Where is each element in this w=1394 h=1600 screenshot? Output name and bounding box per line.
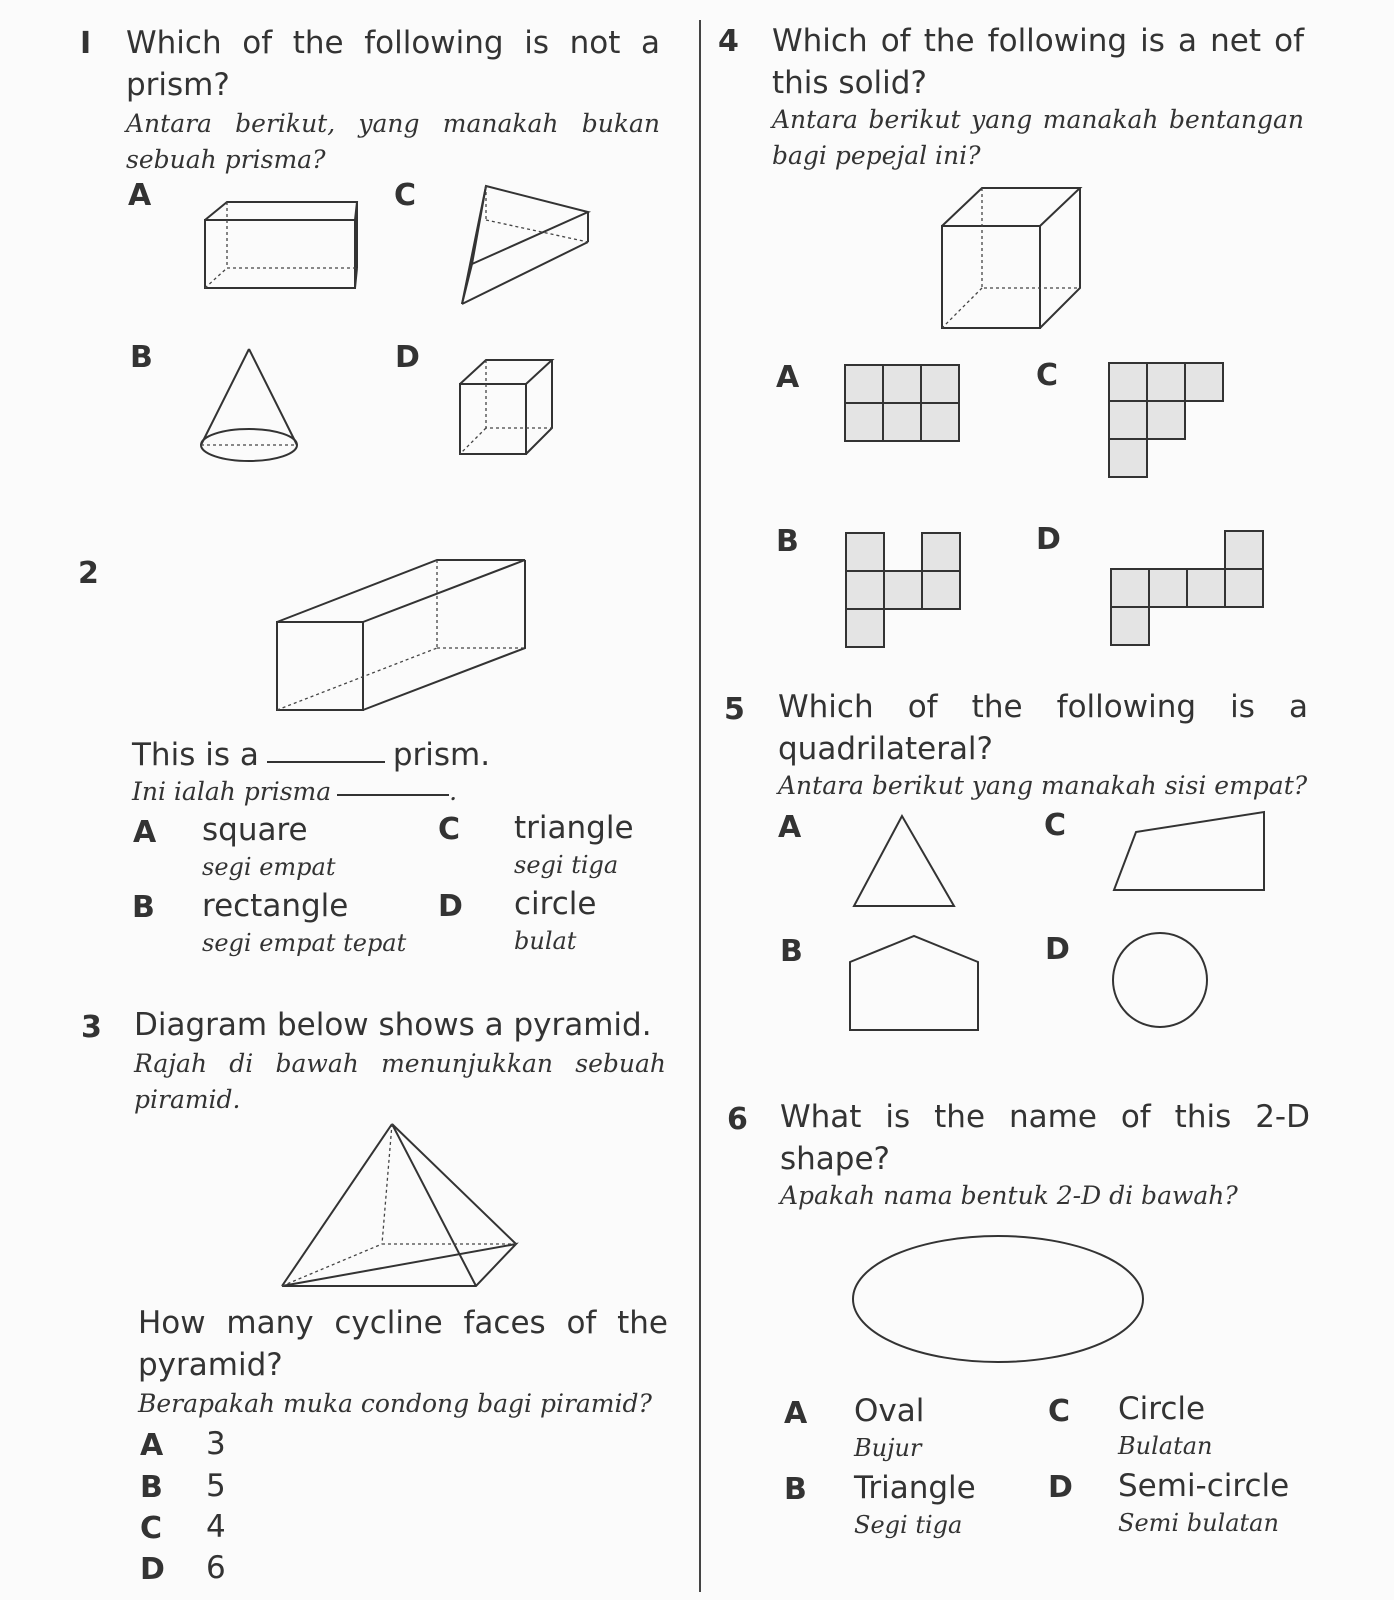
q6-option-b-text[interactable]: Triangle: [854, 1470, 976, 1506]
q2-option-a-text[interactable]: square: [202, 812, 308, 848]
cube-solid-figure: [940, 186, 1090, 336]
q6-option-d-malay: Semi bulatan: [1118, 1509, 1279, 1537]
q3-option-b-label[interactable]: B: [140, 1470, 163, 1505]
q2-option-b-malay: segi empat tepat: [202, 929, 407, 957]
q1-option-b-label[interactable]: B: [130, 340, 153, 375]
net-option-c[interactable]: [1108, 362, 1228, 482]
q3-question: How many cycline faces of the pyramid?: [138, 1305, 668, 1383]
pentagon-icon[interactable]: [848, 934, 982, 1034]
q4-option-b-label[interactable]: B: [776, 524, 799, 559]
q6-option-b-label[interactable]: B: [784, 1472, 807, 1507]
q6-option-c-text[interactable]: Circle: [1118, 1391, 1206, 1427]
net-option-b[interactable]: [845, 532, 965, 657]
q3-option-d-text[interactable]: 6: [206, 1550, 226, 1586]
q5-number: 5: [724, 692, 745, 727]
q3-option-a-label[interactable]: A: [140, 1428, 164, 1463]
q2-option-c-text[interactable]: triangle: [514, 810, 634, 846]
q2-translation: Ini ialah prisma .: [132, 777, 458, 806]
q2-option-d-label[interactable]: D: [438, 889, 463, 924]
q4-option-d-label[interactable]: D: [1036, 522, 1061, 557]
q2-option-b-label[interactable]: B: [132, 890, 155, 925]
long-prism-figure: [275, 558, 535, 718]
q3-intro: Diagram below shows a pyramid.: [134, 1007, 652, 1043]
q1-option-d-label[interactable]: D: [395, 340, 420, 375]
q2-option-a-label[interactable]: A: [133, 815, 157, 850]
triangle-icon[interactable]: [850, 812, 960, 908]
q6-option-b-malay: Segi tiga: [854, 1511, 963, 1539]
q2-option-c-malay: segi tiga: [514, 851, 619, 879]
q1-option-a-label[interactable]: A: [128, 178, 152, 213]
cone-icon[interactable]: [197, 345, 307, 475]
q3-option-b-text[interactable]: 5: [206, 1468, 226, 1504]
q1-question: Which of the following is not a prism?: [126, 25, 660, 103]
q1-number: I: [80, 26, 92, 61]
pyramid-figure: [280, 1122, 520, 1297]
q6-option-d-text[interactable]: Semi-circle: [1118, 1468, 1290, 1504]
q2-stem: This is a prism.: [132, 737, 491, 773]
q6-option-a-label[interactable]: A: [784, 1396, 808, 1431]
q6-translation: Apakah nama bentuk 2-D di bawah?: [780, 1181, 1238, 1210]
q2-number: 2: [78, 556, 99, 591]
q4-option-a-label[interactable]: A: [776, 360, 800, 395]
q6-option-c-malay: Bulatan: [1118, 1432, 1213, 1460]
q6-option-c-label[interactable]: C: [1048, 1394, 1071, 1429]
cube-icon[interactable]: [456, 358, 566, 468]
q5-translation: Antara berikut yang manakah sisi empat?: [778, 771, 1308, 800]
q3-option-c-text[interactable]: 4: [206, 1509, 226, 1545]
q3-intro-translation: Rajah di bawah menunjukkan sebuah piramid.: [134, 1049, 666, 1114]
q6-option-a-malay: Bujur: [854, 1434, 922, 1462]
q6-number: 6: [727, 1102, 748, 1137]
net-option-a[interactable]: [844, 364, 964, 446]
answer-blank-malay: [337, 794, 449, 796]
q2-option-d-malay: bulat: [514, 927, 577, 955]
q2-option-c-label[interactable]: C: [438, 812, 461, 847]
q4-option-c-label[interactable]: C: [1036, 358, 1059, 393]
q5-option-a-label[interactable]: A: [778, 810, 802, 845]
trapezium-icon[interactable]: [1112, 810, 1272, 894]
q6-option-a-text[interactable]: Oval: [854, 1393, 925, 1429]
oval-figure: [852, 1234, 1152, 1369]
q3-option-d-label[interactable]: D: [140, 1552, 165, 1587]
q5-question: Which of the following is a quadrilateral?: [778, 689, 1308, 767]
q2-option-b-text[interactable]: rectangle: [202, 888, 349, 924]
q3-option-c-label[interactable]: C: [140, 1511, 163, 1546]
q4-question: Which of the following is a net of this solid?: [772, 23, 1304, 101]
answer-blank: [267, 761, 385, 763]
q5-option-d-label[interactable]: D: [1045, 932, 1070, 967]
q2-option-d-text[interactable]: circle: [514, 886, 597, 922]
q5-option-b-label[interactable]: B: [780, 934, 803, 969]
q2-option-a-malay: segi empat: [202, 853, 336, 881]
cuboid-icon[interactable]: [198, 196, 368, 296]
q5-option-c-label[interactable]: C: [1044, 808, 1067, 843]
q6-question: What is the name of this 2-D shape?: [780, 1099, 1310, 1177]
q3-option-a-text[interactable]: 3: [206, 1426, 226, 1462]
q1-option-c-label[interactable]: C: [394, 178, 417, 213]
q3-number: 3: [81, 1010, 102, 1045]
q3-translation: Berapakah muka condong bagi piramid?: [138, 1389, 652, 1418]
q4-translation: Antara berikut yang manakah bentangan bagi pepejal ini?: [772, 105, 1304, 170]
q1-translation: Antara berikut, yang manakah bukan sebuah prisma?: [126, 109, 660, 174]
q4-number: 4: [718, 24, 739, 59]
triangular-prism-icon[interactable]: [462, 180, 602, 310]
q6-option-d-label[interactable]: D: [1048, 1470, 1073, 1505]
net-option-d[interactable]: [1110, 530, 1270, 655]
column-divider: [699, 20, 701, 1592]
circle-icon[interactable]: [1112, 932, 1212, 1032]
